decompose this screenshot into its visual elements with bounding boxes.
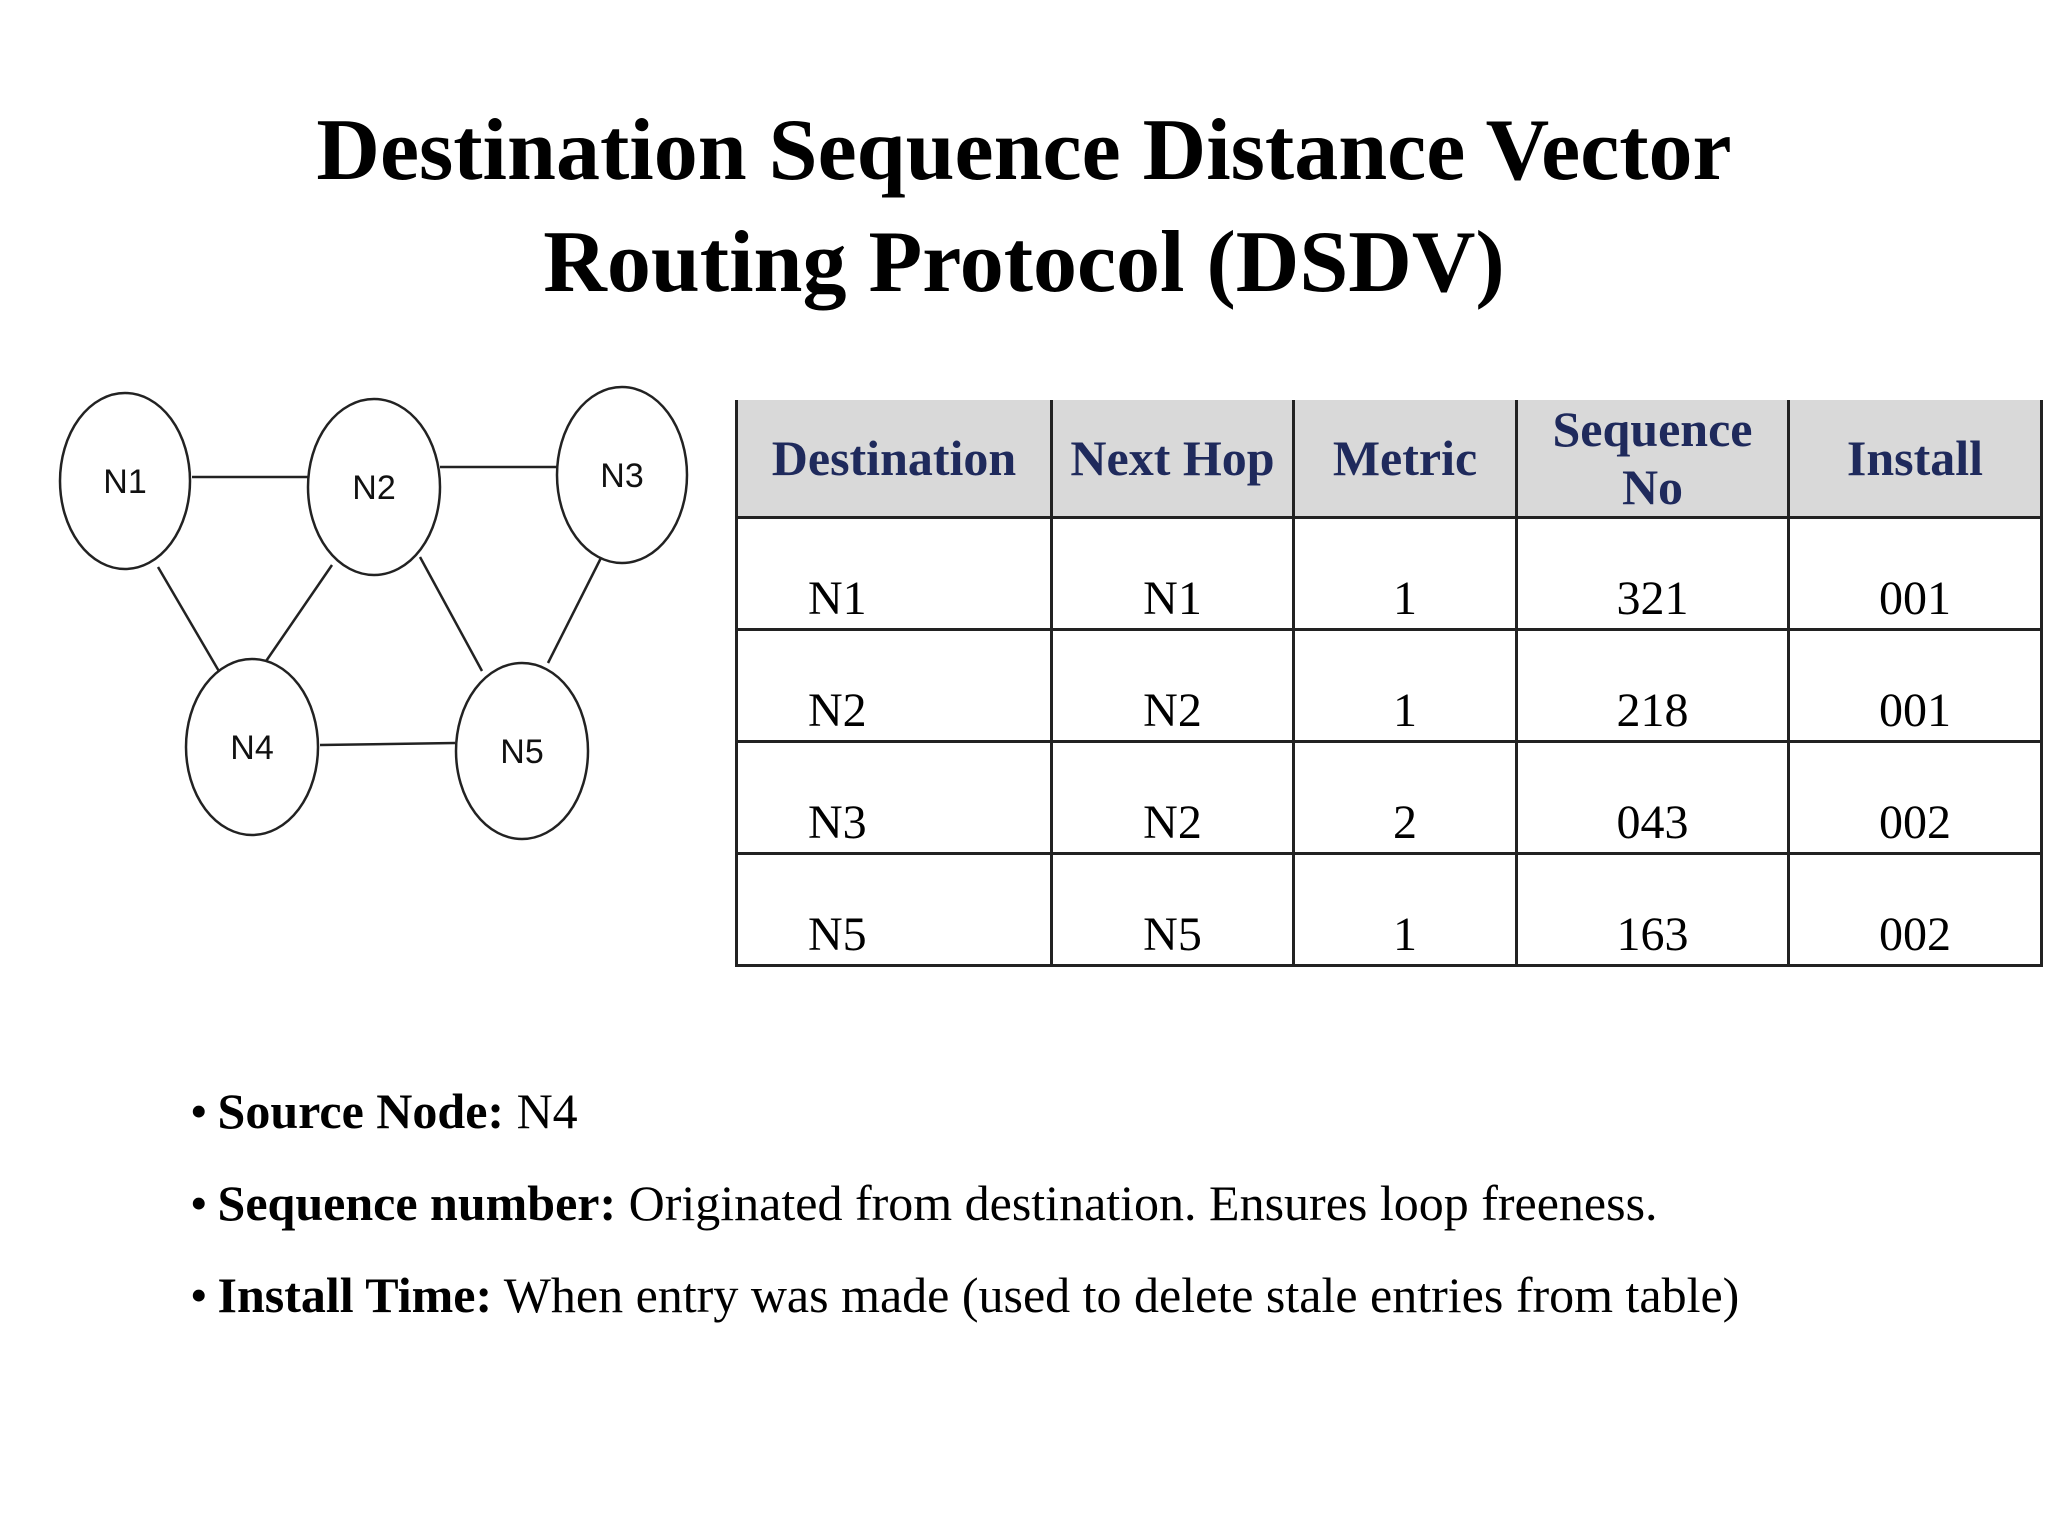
cell-sequence-no: 218	[1517, 630, 1789, 742]
edge-n1-n4	[158, 567, 220, 673]
bullet-text: Originated from destination. Ensures loop freeness.	[616, 1175, 1658, 1231]
cell-next-hop: N2	[1052, 630, 1294, 742]
cell-sequence-no: 321	[1517, 518, 1789, 630]
routing-table-container	[735, 400, 2040, 967]
header-sequence-no: Sequence No	[1517, 400, 1789, 518]
cell-destination: N2	[737, 630, 1052, 742]
bullet-install-time	[190, 1249, 1990, 1341]
cell-sequence-no: 043	[1517, 742, 1789, 854]
table-header-row	[737, 400, 2042, 518]
slide-title	[0, 95, 2048, 319]
cell-metric: 2	[1294, 742, 1517, 854]
table-row	[737, 518, 2042, 630]
cell-next-hop: N5	[1052, 854, 1294, 966]
cell-metric: 1	[1294, 854, 1517, 966]
edge-n2-n5	[420, 557, 482, 671]
routing-table	[735, 400, 2043, 967]
table-row	[737, 854, 2042, 966]
node-label-n5: N5	[500, 733, 544, 771]
cell-destination: N3	[737, 742, 1052, 854]
cell-destination: N1	[737, 518, 1052, 630]
cell-sequence-no: 163	[1517, 854, 1789, 966]
header-metric: Metric	[1294, 400, 1517, 518]
edge-n2-n4	[262, 565, 332, 667]
title-line-2: Routing Protocol (DSDV)	[543, 214, 1505, 311]
table-row	[737, 630, 2042, 742]
header-destination: Destination	[737, 400, 1052, 518]
node-label-n3: N3	[600, 457, 644, 495]
bullet-list	[190, 1065, 1990, 1341]
cell-next-hop: N2	[1052, 742, 1294, 854]
bullet-label: Sequence number:	[217, 1175, 617, 1231]
node-label-n2: N2	[352, 469, 396, 507]
cell-next-hop: N1	[1052, 518, 1294, 630]
network-topology-diagram	[30, 385, 690, 845]
cell-metric: 1	[1294, 630, 1517, 742]
header-install: Install	[1789, 400, 2042, 518]
cell-install: 001	[1789, 630, 2042, 742]
cell-install: 002	[1789, 742, 2042, 854]
bullet-text: N4	[504, 1083, 578, 1139]
cell-metric: 1	[1294, 518, 1517, 630]
cell-destination: N5	[737, 854, 1052, 966]
bullet-sequence-number	[190, 1157, 1990, 1249]
title-line-1: Destination Sequence Distance Vector	[316, 102, 1732, 199]
header-next-hop: Next Hop	[1052, 400, 1294, 518]
bullet-text: When entry was made (used to delete stale entries from table)	[492, 1267, 1740, 1323]
cell-install: 001	[1789, 518, 2042, 630]
node-label-n1: N1	[103, 463, 147, 501]
bullet-label: Source Node:	[217, 1083, 505, 1139]
table-row	[737, 742, 2042, 854]
cell-install: 002	[1789, 854, 2042, 966]
bullet-label: Install Time:	[217, 1267, 493, 1323]
edge-n4-n5	[320, 743, 455, 745]
node-label-n4: N4	[230, 729, 274, 767]
bullet-source-node	[190, 1065, 1990, 1157]
